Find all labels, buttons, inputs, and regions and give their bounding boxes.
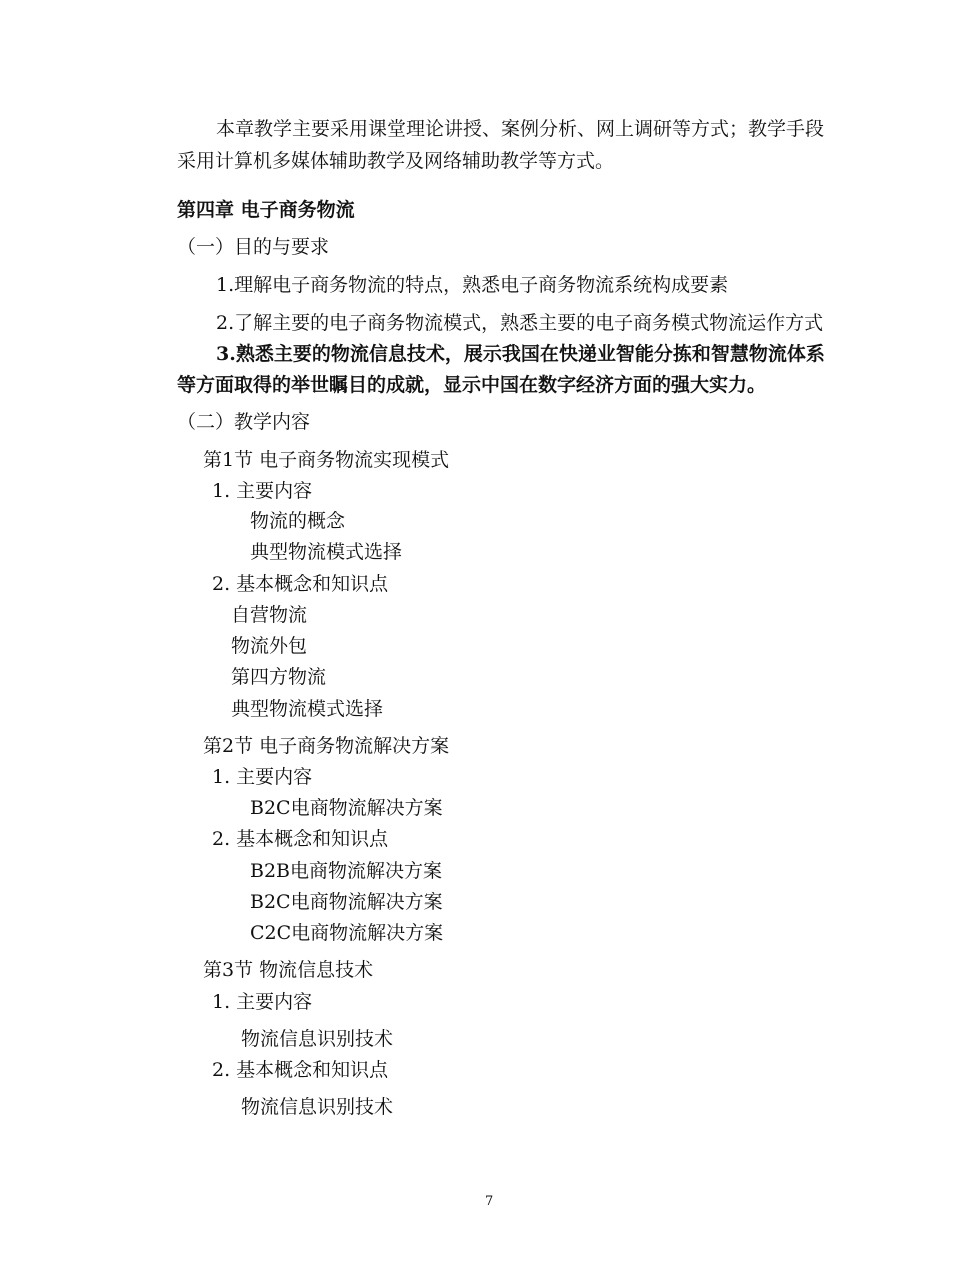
section-2-main-label: 1. 主要内容 <box>212 766 313 788</box>
goal-2: 2.了解主要的电子商务物流模式，熟悉主要的电子商务模式物流运作方式 <box>216 312 824 334</box>
intro-line-1: 本章教学主要采用课堂理论讲授、案例分析、网上调研等方式；教学手段 <box>216 118 825 140</box>
goals-heading: （一）目的与要求 <box>177 236 330 258</box>
section-1-main-item-2: 典型物流模式选择 <box>250 541 403 563</box>
section-3-title: 第3节 物流信息技术 <box>203 959 374 981</box>
intro-line-2: 采用计算机多媒体辅助教学及网络辅助教学等方式。 <box>177 150 615 172</box>
section-3-main-item-1: 物流信息识别技术 <box>241 1028 394 1050</box>
section-1-concept-2: 物流外包 <box>231 635 308 657</box>
goal-3-line-2: 等方面取得的举世瞩目的成就，显示中国在数字经济方面的强大实力。 <box>177 374 767 396</box>
section-2-concept-1: B2B电商物流解决方案 <box>250 860 443 882</box>
page-number: 7 <box>485 1194 494 1209</box>
section-2-concept-2: B2C电商物流解决方案 <box>250 891 443 913</box>
section-2-concept-3: C2C电商物流解决方案 <box>250 922 444 944</box>
section-3-main-label: 1. 主要内容 <box>212 991 313 1013</box>
section-2-concepts-label: 2. 基本概念和知识点 <box>212 828 389 850</box>
goal-1: 1.理解电子商务物流的特点，熟悉电子商务物流系统构成要素 <box>216 274 729 296</box>
section-3-concepts-label: 2. 基本概念和知识点 <box>212 1059 389 1081</box>
section-1-concept-3: 第四方物流 <box>231 666 327 688</box>
section-3-concept-1: 物流信息识别技术 <box>241 1096 394 1118</box>
goal-3-line-1: 3.熟悉主要的物流信息技术，展示我国在快递业智能分拣和智慧物流体系 <box>216 343 825 365</box>
chapter-title: 第四章 电子商务物流 <box>177 199 355 221</box>
section-1-main-item-1: 物流的概念 <box>250 510 346 532</box>
section-2-main-item-1: B2C电商物流解决方案 <box>250 797 443 819</box>
section-2-title: 第2节 电子商务物流解决方案 <box>203 735 450 757</box>
section-1-concepts-label: 2. 基本概念和知识点 <box>212 573 389 595</box>
section-1-title: 第1节 电子商务物流实现模式 <box>203 449 450 471</box>
section-1-concept-4: 典型物流模式选择 <box>231 698 384 720</box>
content-heading: （二）教学内容 <box>177 411 311 433</box>
section-1-main-label: 1. 主要内容 <box>212 480 313 502</box>
section-1-concept-1: 自营物流 <box>231 604 308 626</box>
